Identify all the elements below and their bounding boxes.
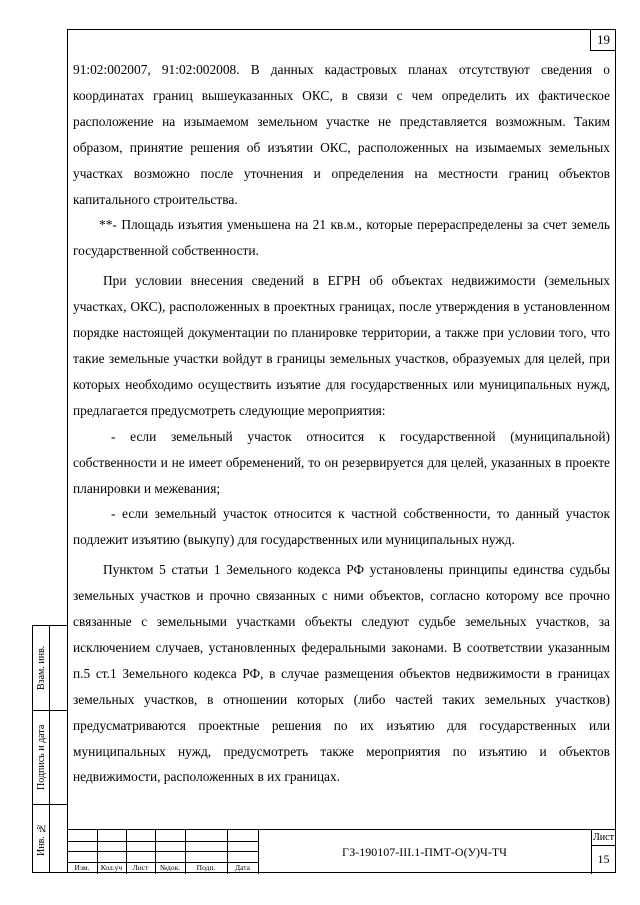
title-block [67,829,616,873]
document-code: ГЗ-190107-III.1-ПМТ-О(У)Ч-ТЧ [342,845,507,859]
page-corner-number: 19 [590,29,616,51]
header-list: Лист [132,863,149,872]
list-item: - если земельный участок относится к частной собственности, то данный участок подлежит изъятию (выкупу) для государственных или муниципальных нужд. [73,506,610,548]
header-izm: Изм. [74,863,90,872]
header-kol-uch: Кол.уч [100,863,123,872]
list-item: - если земельный участок относится к государственной (муниципальной) собственности и не имеет обременений, то он резервируется для целей, указанных в проекте планировки и межевания; [73,428,610,496]
paragraph-footnote: **- Площадь изъятия уменьшена на 21 кв.м., которые перераспределены за счет земель государственной собственности. [73,217,610,259]
header-podp: Подп. [196,863,216,872]
document-body [73,57,610,790]
vzam-inv-label: Взам. инв. [36,645,47,691]
inv-no-label: Инв. № [36,822,47,856]
sheet-label: Лист [591,830,616,846]
paragraph: Пунктом 5 статьи 1 Земельного кодекса РФ установлены принципы единства судьбы земельных участков и прочно связанных с ними объектов, согласно которому все прочно связанные с земельными участками объекты следуют судьбе земельных участков, за исключением случаев, установленных федеральными законами. В соответствии указанным п.5 ст.1 Земельного кодекса РФ, в случае размещения объектов недвижимости в границах земельных участков, в отношении которых (либо частей таких земельных участков) предусматриваются проектные решения по их изъятию для государственных или муниципальных нужд, предусмотреть также мероприятия по изъятию и объектов недвижимости, расположенных в их границах. [73,562,610,785]
signature-date-label: Подпись и дата [36,724,47,790]
paragraph: 91:02:002007, 91:02:002008. В данных кадастровых планах отсутствуют сведения о координатах границ вышеуказанных ОКС, в связи с чем определить их фактическое расположение на изымаемом земельном участке не представляется возможным. Таким образом, принятие решения об изъятии ОКС, расположенных на изымаемых земельных участках возможно после уточнения и определения на местности границ объектов капитального строительства. [73,62,610,207]
paragraph: При условии внесения сведений в ЕГРН об объектах недвижимости (земельных участках, ОКС), расположенных в проектных границах, после утверждения в установленном порядке настоящей документации по планировке территории, а также при условии того, что такие земельные участки войдут в границы земельных участков, образуемых для целей, при которых необходимо осуществить изъятие для государственных или муниципальных нужд, предлагается предусмотреть следующие мероприятия: [73,273,610,418]
side-stamp [32,625,67,873]
sheet-box [591,830,616,874]
header-ndok: №док. [159,863,181,872]
sheet-number: 15 [597,852,610,866]
header-data: Дата [235,863,250,872]
